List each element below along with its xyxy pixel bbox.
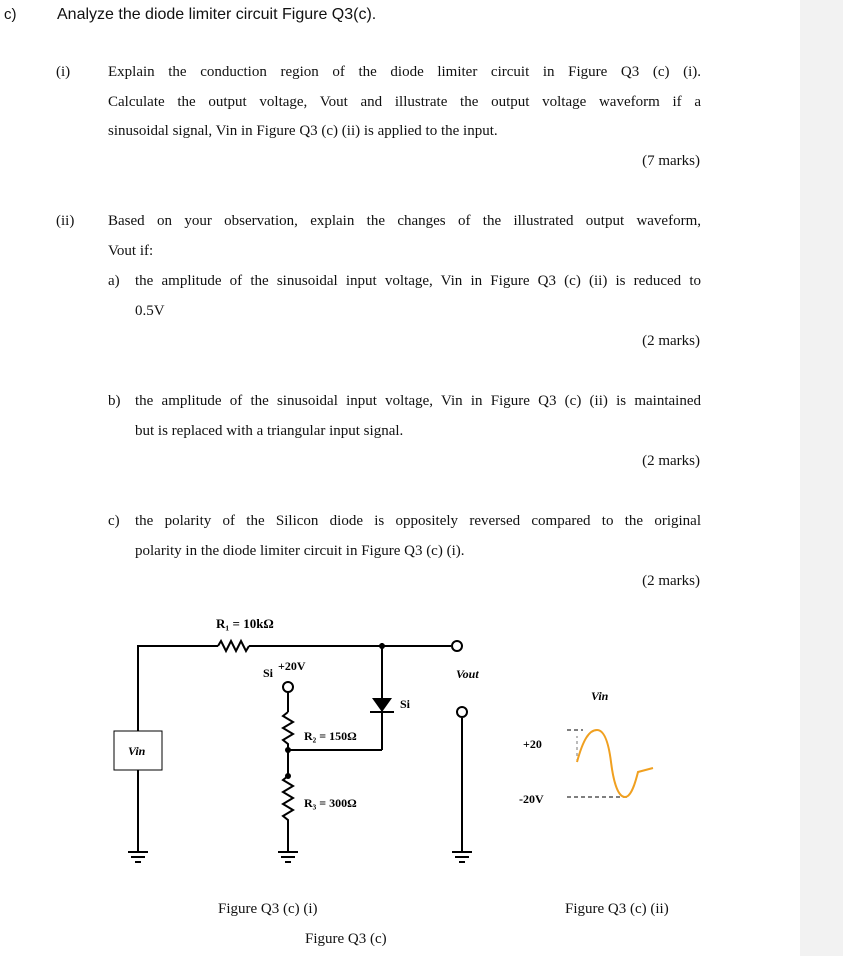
part-ii-label: (ii) bbox=[56, 213, 75, 229]
node-dot bbox=[285, 747, 291, 753]
ground-symbol bbox=[278, 852, 298, 862]
vout-label: Vout bbox=[456, 667, 479, 681]
part-i-line-1: Explain the conduction region of the diode limiter circuit in Figure Q3 (c) (i). bbox=[108, 64, 701, 80]
r2-label: R₂ = 150Ω bbox=[304, 729, 357, 743]
question-title: Analyze the diode limiter circuit Figure Q3(c). bbox=[57, 6, 377, 23]
part-ii-c-line-2: polarity in the diode limiter circuit in Figure Q3 (c) (i). bbox=[135, 543, 465, 559]
caption-fig-main: Figure Q3 (c) bbox=[305, 931, 387, 947]
part-i-label: (i) bbox=[56, 64, 71, 80]
supply-label: +20V bbox=[278, 659, 306, 673]
wave-neg-label: -20V bbox=[519, 792, 544, 806]
supply-terminal bbox=[283, 682, 293, 692]
r1-label: R₁ = 10kΩ bbox=[216, 616, 274, 631]
part-i-line-2: Calculate the output voltage, Vout and illustrate the output voltage waveform if a bbox=[108, 94, 701, 110]
ground-symbol bbox=[452, 852, 472, 862]
part-ii-line-1: Based on your observation, explain the changes of the illustrated output waveform, bbox=[108, 213, 701, 229]
part-ii-a-line-2: 0.5V bbox=[135, 303, 165, 319]
node-dot bbox=[285, 773, 291, 779]
part-i-marks: (7 marks) bbox=[642, 153, 700, 169]
vin-label: Vin bbox=[128, 744, 146, 758]
part-ii-a-line-1: the amplitude of the sinusoidal input voltage, Vin in Figure Q3 (c) (ii) is reduced to bbox=[135, 273, 701, 289]
input-wire bbox=[138, 646, 218, 731]
output-terminal-top bbox=[452, 641, 462, 651]
ground-symbol bbox=[128, 852, 148, 862]
r2-resistor bbox=[283, 712, 293, 750]
part-ii-c-line-1: the polarity of the Silicon diode is oppositely reversed compared to the original bbox=[135, 513, 701, 529]
r3-label: R₃ = 300Ω bbox=[304, 796, 357, 810]
output-terminal-bottom bbox=[457, 707, 467, 717]
part-ii-b-marks: (2 marks) bbox=[642, 453, 700, 469]
part-ii-a-label: a) bbox=[108, 273, 120, 289]
part-ii-c-marks: (2 marks) bbox=[642, 573, 700, 589]
page-margin-strip bbox=[800, 0, 843, 956]
r3-resistor bbox=[283, 776, 293, 852]
si-label-left: Si bbox=[263, 666, 274, 680]
caption-fig-ii: Figure Q3 (c) (ii) bbox=[565, 901, 669, 917]
part-ii-line-2: Vout if: bbox=[108, 243, 154, 259]
part-ii-a-marks: (2 marks) bbox=[642, 333, 700, 349]
input-waveform bbox=[505, 680, 685, 810]
wave-vin-label: Vin bbox=[591, 689, 609, 703]
wave-pos-label: +20 bbox=[523, 737, 542, 751]
sine-wave bbox=[577, 730, 653, 797]
r1-resistor bbox=[218, 641, 249, 651]
part-ii-c-label: c) bbox=[108, 513, 120, 529]
si-label-right: Si bbox=[400, 697, 411, 711]
caption-fig-i: Figure Q3 (c) (i) bbox=[218, 901, 318, 917]
part-ii-b-line-1: the amplitude of the sinusoidal input voltage, Vin in Figure Q3 (c) (ii) is maintained bbox=[135, 393, 701, 409]
limiter-circuit-diagram bbox=[100, 600, 500, 880]
part-i-line-3: sinusoidal signal, Vin in Figure Q3 (c) (ii) is applied to the input. bbox=[108, 123, 498, 139]
part-ii-b-line-2: but is replaced with a triangular input signal. bbox=[135, 423, 404, 439]
question-label: c) bbox=[4, 6, 17, 23]
part-ii-b-label: b) bbox=[108, 393, 121, 409]
